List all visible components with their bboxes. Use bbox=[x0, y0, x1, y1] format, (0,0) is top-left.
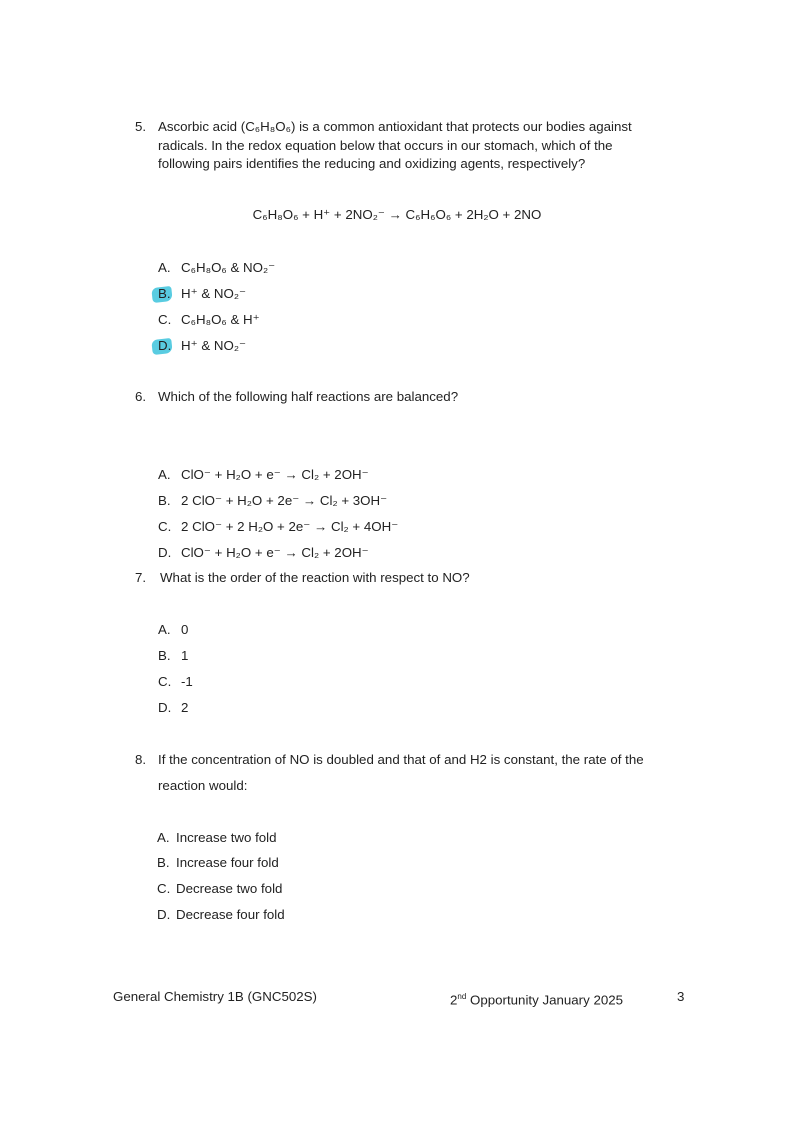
option-text: C₆H₈O₆ & H⁺ bbox=[181, 312, 260, 327]
exam-session-text: Opportunity January 2025 bbox=[466, 992, 624, 1008]
question-number: 5. bbox=[135, 119, 147, 134]
option-text: ClO⁻ + H₂O + e⁻ → Cl₂ + 2OH⁻ bbox=[181, 467, 369, 482]
option-label: B. bbox=[158, 286, 171, 301]
option-text: Decrease two fold bbox=[176, 881, 283, 896]
question-number: 7. bbox=[135, 570, 147, 585]
question-text-line: radicals. In the redox equation below that occurs in our stomach, which of the bbox=[158, 138, 613, 153]
option-label: B. bbox=[158, 493, 171, 508]
option-text: 0 bbox=[181, 622, 189, 637]
question-text-line: Which of the following half reactions are balanced? bbox=[158, 389, 459, 404]
option-text: 1 bbox=[181, 648, 189, 663]
option-label: D. bbox=[158, 545, 172, 560]
option-label: A. bbox=[158, 467, 171, 482]
option-text: -1 bbox=[181, 674, 193, 689]
question-number: 8. bbox=[135, 752, 147, 767]
option-text: 2 ClO⁻ + H₂O + 2e⁻ → Cl₂ + 3OH⁻ bbox=[181, 493, 388, 508]
question-number: 6. bbox=[135, 389, 147, 404]
option-label: A. bbox=[158, 260, 171, 275]
question-text-line: Ascorbic acid (C₆H₈O₆) is a common antioxidant that protects our bodies against bbox=[158, 119, 632, 134]
option-text: Increase two fold bbox=[176, 830, 277, 845]
option-label: D. bbox=[158, 700, 172, 715]
option-label: C. bbox=[157, 881, 171, 896]
option-label: C. bbox=[158, 312, 172, 327]
option-label: D. bbox=[158, 338, 172, 353]
page-number: 3 bbox=[677, 989, 685, 1004]
option-text: ClO⁻ + H₂O + e⁻ → Cl₂ + 2OH⁻ bbox=[181, 545, 369, 560]
option-label: C. bbox=[158, 674, 172, 689]
option-label: B. bbox=[158, 648, 171, 663]
option-text: H⁺ & NO₂⁻ bbox=[181, 338, 247, 353]
redox-equation: C₆H₈O₆ + H⁺ + 2NO₂⁻ → C₆H₆O₆ + 2H₂O + 2NO bbox=[252, 207, 542, 222]
option-text: 2 ClO⁻ + 2 H₂O + 2e⁻ → Cl₂ + 4OH⁻ bbox=[181, 519, 399, 534]
option-text: C₆H₈O₆ & NO₂⁻ bbox=[181, 260, 276, 275]
option-label: B. bbox=[157, 855, 170, 870]
course-name: General Chemistry 1B (GNC502S) bbox=[113, 989, 317, 1004]
option-text: 2 bbox=[181, 700, 189, 715]
exam-ordinal-suffix: nd bbox=[457, 992, 467, 1001]
option-label: D. bbox=[157, 907, 171, 922]
question-text-line: reaction would: bbox=[158, 778, 248, 793]
question-text-line: following pairs identifies the reducing and oxidizing agents, respectively? bbox=[158, 156, 586, 171]
question-text-line: What is the order of the reaction with respect to NO? bbox=[160, 570, 470, 585]
option-label: A. bbox=[157, 830, 170, 845]
exam-ordinal: 2 bbox=[450, 992, 458, 1008]
option-label: A. bbox=[158, 622, 171, 637]
option-text: H⁺ & NO₂⁻ bbox=[181, 286, 247, 301]
option-text: Increase four fold bbox=[176, 855, 279, 870]
option-label: C. bbox=[158, 519, 172, 534]
option-text: Decrease four fold bbox=[176, 907, 285, 922]
exam-session bbox=[450, 989, 623, 1008]
question-text-line: If the concentration of NO is doubled and that of and H2 is constant, the rate of the bbox=[158, 752, 644, 767]
